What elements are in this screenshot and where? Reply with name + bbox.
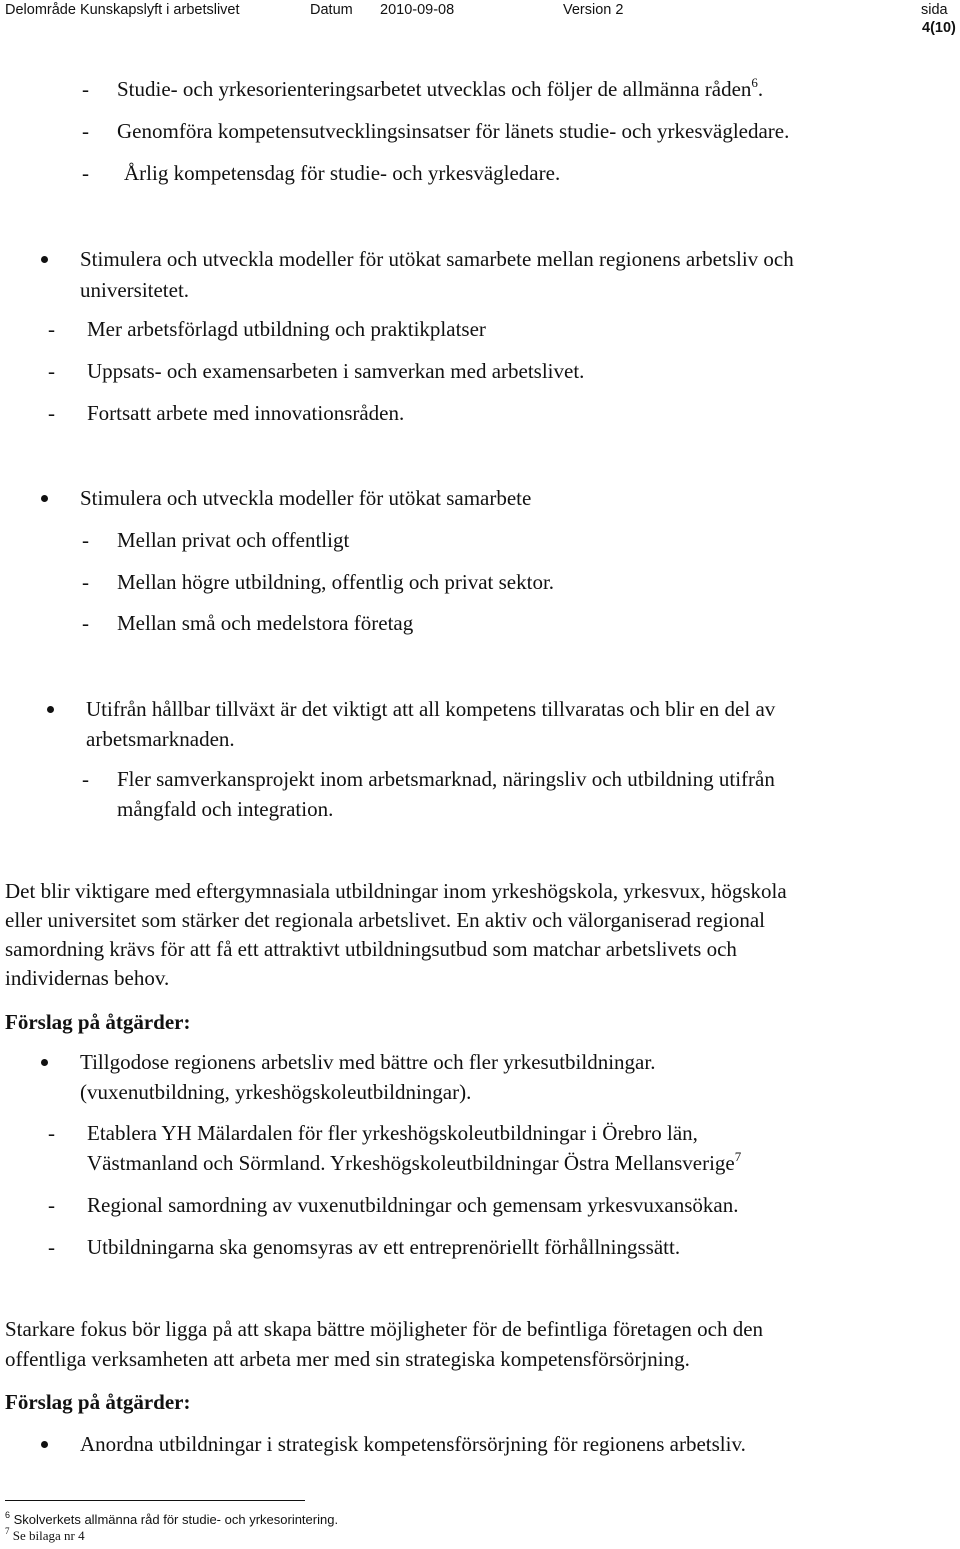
paragraph-line: Det blir viktigare med eftergymnasiala utbildningar inom yrkeshögskola, yrkesvux, högskola — [5, 879, 787, 903]
header-version: Version 2 — [563, 2, 624, 18]
header-date: 2010-09-08 — [380, 2, 455, 18]
dash-marker: - — [82, 611, 89, 635]
bullet-text: Anordna utbildningar i strategisk kompetensförsörjning för regionens arbetsliv. — [80, 1432, 746, 1456]
bullet-dot — [41, 1441, 48, 1448]
dash-marker: - — [48, 359, 55, 383]
bullet-dot — [41, 495, 48, 502]
list-item: Fler samverkansprojekt inom arbetsmarknad, näringsliv och utbildning utifrån — [117, 767, 775, 791]
dash-marker: - — [82, 767, 89, 791]
paragraph-line: offentliga verksamheten att arbeta mer med sin strategiska kompetensförsörjning. — [5, 1347, 690, 1371]
section-heading: Förslag på åtgärder: — [5, 1390, 191, 1414]
list-item: Utbildningarna ska genomsyras av ett entreprenöriellt förhållningssätt. — [87, 1235, 681, 1259]
list-item: Årlig kompetensdag för studie- och yrkesvägledare. — [124, 161, 561, 185]
bullet-dot — [41, 256, 48, 263]
dash-marker: - — [48, 1235, 55, 1259]
page-header — [0, 0, 960, 40]
list-item: Fortsatt arbete med innovationsråden. — [87, 401, 405, 425]
paragraph-line: Starkare fokus bör ligga på att skapa bättre möjligheter för de befintliga företagen och den — [5, 1317, 764, 1341]
bullet-text: (vuxenutbildning, yrkeshögskoleutbildningar). — [80, 1080, 472, 1104]
bullet-text: Stimulera och utveckla modeller för utökat samarbete — [80, 486, 532, 510]
list-item: Genomföra kompetensutvecklingsinsatser för länets studie- och yrkesvägledare. — [117, 119, 790, 143]
dash-marker: - — [82, 570, 89, 594]
bullet-text: Tillgodose regionens arbetsliv med bättre och fler yrkesutbildningar. — [80, 1050, 656, 1074]
list-item: Etablera YH Mälardalen för fler yrkeshögskoleutbildningar i Örebro län, — [87, 1121, 698, 1145]
paragraph-line: individernas behov. — [5, 966, 170, 990]
list-item: Mer arbetsförlagd utbildning och praktikplatser — [87, 317, 486, 341]
bullet-text: universitetet. — [80, 278, 190, 302]
header-page-label: sida — [921, 2, 948, 18]
list-item: mångfald och integration. — [117, 797, 334, 821]
bullet-text: Stimulera och utveckla modeller för utökat samarbete mellan regionens arbetsliv och — [80, 247, 794, 271]
footnote-ref: 7 — [734, 1149, 742, 1164]
list-item: Mellan privat och offentligt — [117, 528, 350, 552]
dash-marker: - — [48, 401, 55, 425]
bullet-text: Utifrån hållbar tillväxt är det viktigt att all kompetens tillvaratas och blir en del av — [86, 697, 776, 721]
paragraph-line: eller universitet som stärker det regionala arbetslivet. En aktiv och välorganiserad regional — [5, 908, 766, 932]
paragraph-line: samordning krävs för att få ett attraktivt utbildningsutbud som matchar arbetslivets och — [5, 937, 737, 961]
list-item: Västmanland och Sörmland. Yrkeshögskoleutbildningar Östra Mellansverige$^7$ — [87, 1149, 742, 1175]
header-org: Delområde Kunskapslyft i arbetslivet — [5, 2, 240, 18]
header-page-number: 4(10) — [922, 20, 956, 36]
header-date-label: Datum — [310, 2, 353, 18]
bullet-text: arbetsmarknaden. — [86, 727, 235, 751]
bullet-dot — [47, 706, 54, 713]
dash-marker: - — [82, 528, 89, 552]
footnote-ref: 6 — [751, 75, 758, 90]
dash-marker: - — [48, 317, 55, 341]
list-item: Mellan högre utbildning, offentlig och privat sektor. — [117, 570, 555, 594]
dash-marker: - — [82, 77, 89, 101]
footnote: $^6$ Skolverkets allmänna råd för studie- och yrkesorintering. — [5, 1510, 339, 1527]
dash-marker: - — [82, 119, 89, 143]
footnote: $^7$ Se bilaga nr 4 — [5, 1526, 85, 1543]
bullet-dot — [41, 1059, 48, 1066]
list-item: Mellan små och medelstora företag — [117, 611, 414, 635]
list-item: Studie- och yrkesorienteringsarbetet utvecklas och följer de allmänna råden$^6$. — [117, 75, 764, 101]
dash-marker: - — [48, 1193, 55, 1217]
dash-marker: - — [82, 161, 89, 185]
dash-marker: - — [48, 1121, 55, 1145]
footnote-separator — [5, 1500, 305, 1501]
section-heading: Förslag på åtgärder: — [5, 1010, 191, 1034]
list-item: Uppsats- och examensarbeten i samverkan med arbetslivet. — [87, 359, 585, 383]
list-item: Regional samordning av vuxenutbildningar och gemensam yrkesvuxansökan. — [87, 1193, 739, 1217]
